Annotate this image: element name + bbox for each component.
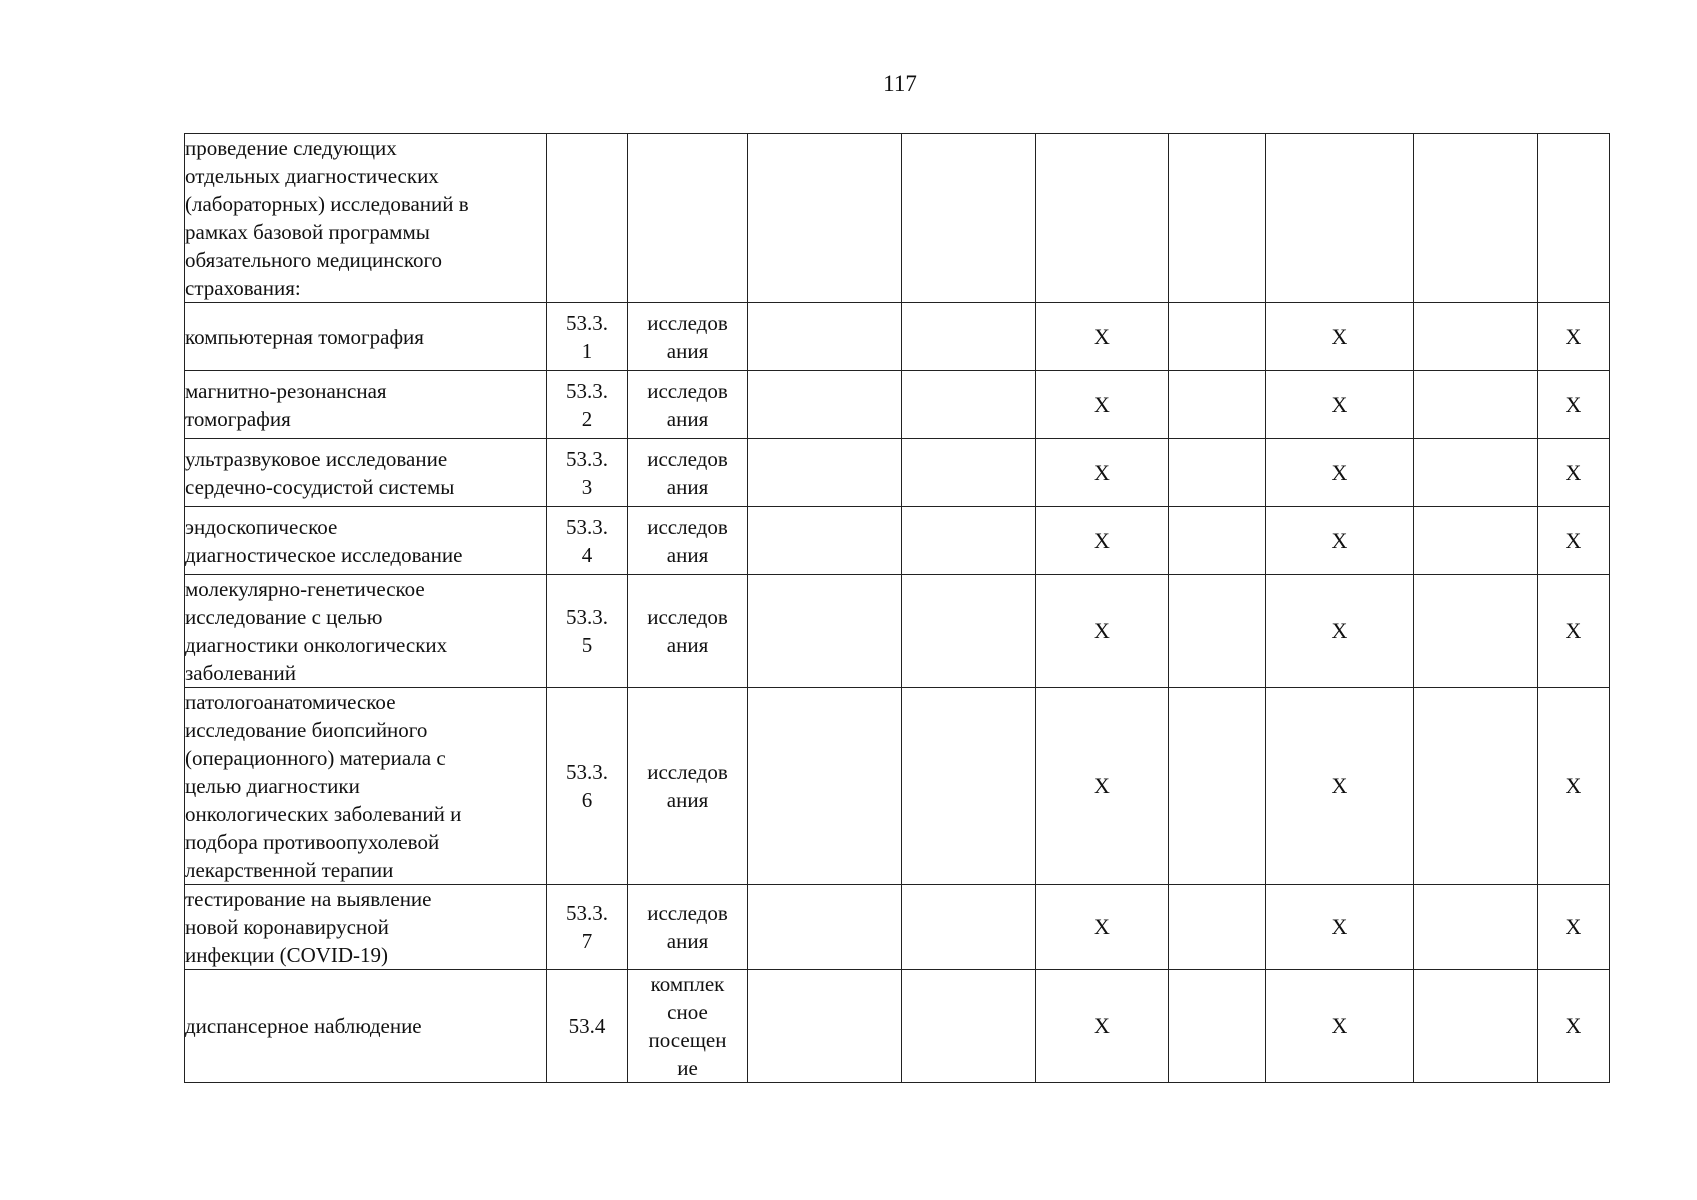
item-name-cell	[185, 575, 547, 688]
value-cell: X	[1538, 439, 1610, 507]
unit-line: исследов	[647, 760, 728, 784]
item-name-line: лекарственной терапии	[185, 858, 394, 882]
row-number-cell	[547, 885, 628, 970]
value-cell: X	[1266, 575, 1414, 688]
value-cell: X	[1538, 885, 1610, 970]
value-cell	[1036, 134, 1169, 303]
unit-cell	[628, 134, 748, 303]
item-name-line: ультразвуковое исследование	[185, 446, 448, 471]
row-number-cell	[547, 575, 628, 688]
unit-cell	[628, 575, 748, 688]
value-cell	[1414, 507, 1538, 575]
row-number-line: 2	[581, 406, 593, 431]
unit-cell	[628, 688, 748, 885]
table-row	[185, 303, 1610, 371]
value-cell	[1538, 134, 1610, 303]
value-cell	[748, 371, 902, 439]
value-cell: X	[1538, 507, 1610, 575]
item-name-line: новой коронавирусной	[185, 915, 389, 939]
value-cell	[1169, 371, 1266, 439]
table-row	[185, 970, 1610, 1083]
item-name-cell	[185, 134, 547, 303]
value-cell: X	[1266, 688, 1414, 885]
row-number-line: 1	[581, 338, 593, 363]
row-number-line: 53.4	[568, 1014, 606, 1038]
value-cell	[748, 688, 902, 885]
item-name-line: компьютерная томография	[185, 324, 424, 349]
item-name-line: диспансерное наблюдение	[185, 1014, 422, 1038]
item-name-line: тестирование на выявление	[185, 887, 432, 911]
value-cell	[1169, 439, 1266, 507]
item-name-cell	[185, 439, 547, 507]
row-number-cell	[547, 371, 628, 439]
value-cell	[902, 371, 1036, 439]
unit-line: ания	[666, 406, 709, 431]
table-row	[185, 134, 1610, 303]
row-number-line: 53.3.	[566, 378, 608, 403]
unit-line: исследов	[647, 901, 728, 925]
table-row	[185, 507, 1610, 575]
item-name-cell	[185, 688, 547, 885]
row-number-cell	[547, 439, 628, 507]
row-number-line: 53.3.	[566, 605, 608, 629]
item-name-line: страхования:	[185, 276, 301, 300]
value-cell	[1169, 575, 1266, 688]
item-name-line: онкологических заболеваний и	[185, 802, 462, 826]
page-number: 117	[883, 71, 917, 96]
value-cell	[902, 303, 1036, 371]
value-cell	[1169, 303, 1266, 371]
value-cell	[902, 134, 1036, 303]
item-name-line: рамках базовой программы	[185, 220, 430, 244]
value-cell	[1169, 507, 1266, 575]
item-name-cell	[185, 371, 547, 439]
row-number-line: 53.3.	[566, 760, 608, 784]
row-number-line: 53.3.	[566, 901, 608, 925]
value-cell: X	[1538, 970, 1610, 1083]
unit-cell	[628, 371, 748, 439]
value-cell	[748, 885, 902, 970]
unit-line: ания	[666, 788, 709, 812]
row-number-line: 3	[581, 474, 593, 499]
item-name-line: диагностическое исследование	[185, 542, 463, 567]
value-cell: X	[1538, 303, 1610, 371]
unit-cell	[628, 439, 748, 507]
unit-line: сное	[667, 1000, 708, 1024]
value-cell	[748, 970, 902, 1083]
value-cell: X	[1538, 688, 1610, 885]
item-name-line: проведение следующих	[185, 136, 397, 160]
item-name-line: сердечно-сосудистой системы	[185, 474, 455, 499]
value-cell: X	[1036, 507, 1169, 575]
row-number-cell	[547, 134, 628, 303]
item-name-line: обязательного медицинского	[185, 248, 443, 272]
value-cell: X	[1266, 885, 1414, 970]
item-name-line: исследование с целью	[185, 605, 383, 629]
value-cell: X	[1266, 507, 1414, 575]
value-cell	[1414, 970, 1538, 1083]
row-number-line: 53.3.	[566, 310, 608, 335]
item-name-line: инфекции (COVID-19)	[185, 943, 389, 967]
row-number-line: 53.3.	[566, 514, 608, 539]
item-name-line: подбора противоопухолевой	[185, 830, 440, 854]
value-cell: X	[1036, 303, 1169, 371]
table-row	[185, 688, 1610, 885]
item-name-line: молекулярно-генетическое	[185, 577, 425, 601]
value-cell	[748, 575, 902, 688]
value-cell	[1169, 134, 1266, 303]
item-name-line: магнитно-резонансная	[185, 378, 387, 403]
value-cell	[902, 439, 1036, 507]
item-name-line: исследование биопсийного	[185, 718, 428, 742]
item-name-line: эндоскопическое	[185, 514, 338, 539]
value-cell: X	[1266, 970, 1414, 1083]
item-name-line: целью диагностики	[185, 774, 360, 798]
item-name-line: отдельных диагностических	[185, 164, 439, 188]
row-number-cell	[547, 688, 628, 885]
value-cell: X	[1036, 439, 1169, 507]
value-cell	[1414, 134, 1538, 303]
item-name-cell	[185, 970, 547, 1083]
row-number-line: 5	[581, 633, 593, 657]
value-cell	[1414, 885, 1538, 970]
value-cell	[1414, 303, 1538, 371]
item-name-line: патологоанатомическое	[185, 690, 396, 714]
item-name-line: заболеваний	[185, 661, 296, 685]
row-number-cell	[547, 970, 628, 1083]
unit-line: комплек	[650, 972, 725, 996]
value-cell: X	[1036, 575, 1169, 688]
value-cell: X	[1266, 303, 1414, 371]
value-cell	[1414, 371, 1538, 439]
row-number-cell	[547, 507, 628, 575]
value-cell	[1266, 134, 1414, 303]
unit-line: исследов	[647, 310, 728, 335]
table-row	[185, 439, 1610, 507]
unit-cell	[628, 885, 748, 970]
value-cell	[902, 885, 1036, 970]
value-cell	[748, 134, 902, 303]
value-cell	[748, 303, 902, 371]
value-cell: X	[1538, 371, 1610, 439]
unit-line: исследов	[647, 605, 728, 629]
value-cell	[902, 507, 1036, 575]
item-name-cell	[185, 507, 547, 575]
unit-line: ания	[666, 474, 709, 499]
value-cell	[1414, 688, 1538, 885]
value-cell: X	[1266, 371, 1414, 439]
value-cell: X	[1036, 885, 1169, 970]
unit-line: посещен	[648, 1028, 727, 1052]
unit-line: ания	[666, 338, 709, 363]
row-number-line: 6	[581, 788, 593, 812]
unit-cell	[628, 507, 748, 575]
value-cell	[1414, 439, 1538, 507]
unit-line: исследов	[647, 514, 728, 539]
unit-line: ие	[677, 1056, 698, 1080]
item-name-cell	[185, 303, 547, 371]
unit-line: ания	[666, 929, 709, 953]
value-cell	[902, 575, 1036, 688]
value-cell	[902, 970, 1036, 1083]
item-name-line: (лабораторных) исследований в	[185, 192, 469, 216]
unit-line: исследов	[647, 378, 728, 403]
value-cell: X	[1266, 439, 1414, 507]
value-cell	[748, 507, 902, 575]
value-cell: X	[1036, 371, 1169, 439]
value-cell	[902, 688, 1036, 885]
value-cell	[1169, 885, 1266, 970]
data-table	[184, 133, 1610, 1083]
row-number-line: 4	[581, 542, 593, 567]
unit-line: ания	[666, 633, 709, 657]
table-row	[185, 885, 1610, 970]
item-name-line: диагностики онкологических	[185, 633, 448, 657]
item-name-line: (операционного) материала с	[185, 746, 446, 770]
value-cell	[1169, 970, 1266, 1083]
unit-cell	[628, 970, 748, 1083]
row-number-line: 53.3.	[566, 446, 608, 471]
unit-line: ания	[666, 542, 709, 567]
value-cell	[748, 439, 902, 507]
value-cell: X	[1036, 688, 1169, 885]
table-row	[185, 575, 1610, 688]
unit-line: исследов	[647, 446, 728, 471]
value-cell	[1169, 688, 1266, 885]
item-name-cell	[185, 885, 547, 970]
item-name-line: томография	[185, 406, 291, 431]
table-row	[185, 371, 1610, 439]
unit-cell	[628, 303, 748, 371]
row-number-line: 7	[581, 929, 593, 953]
row-number-cell	[547, 303, 628, 371]
value-cell	[1414, 575, 1538, 688]
value-cell: X	[1538, 575, 1610, 688]
value-cell: X	[1036, 970, 1169, 1083]
